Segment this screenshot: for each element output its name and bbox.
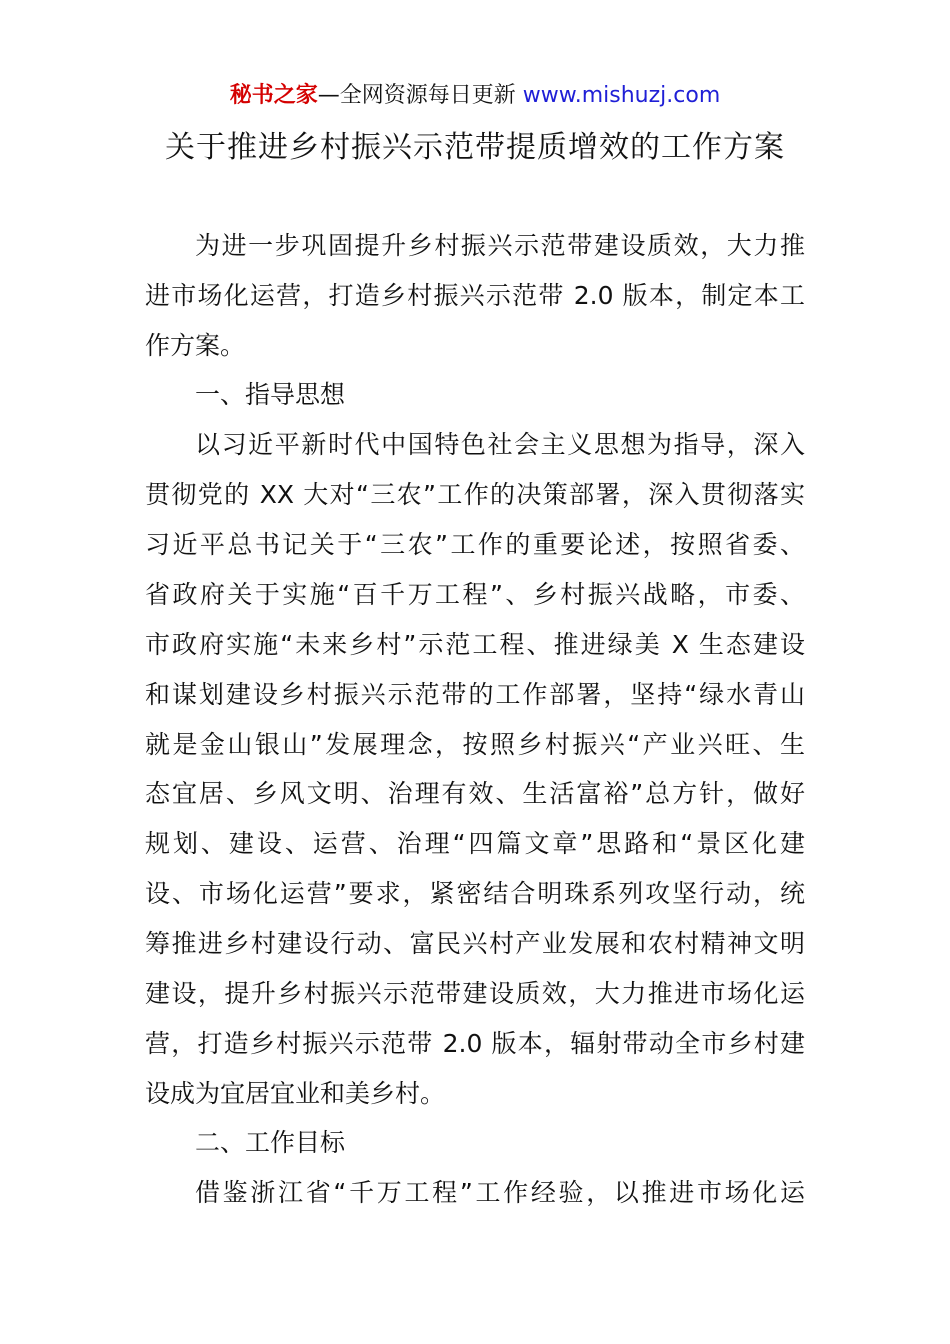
paragraph-line: 市政府实施“未来乡村”示范工程、推进绿美 X 生态建设 [145,630,805,659]
paragraph-line: 设成为宜居宜业和美乡村。 [145,1079,446,1108]
paragraph-line: 营，打造乡村振兴示范带 2.0 版本，辐射带动全市乡村建 [145,1029,805,1058]
paragraph-line: 作方案。 [145,331,246,360]
section-heading: 一、指导思想 [195,380,346,409]
paragraph-line: 设、市场化运营”要求，紧密结合明珠系列攻坚行动，统 [145,879,805,908]
paragraph-line: 筹推进乡村建设行动、富民兴村产业发展和农村精神文明 [145,929,805,958]
paragraph-line: 建设，提升乡村振兴示范带建设质效，大力推进市场化运 [145,979,805,1008]
site-header [0,80,950,112]
paragraph-line: 和谋划建设乡村振兴示范带的工作部署，坚持“绿水青山 [145,680,805,709]
paragraph-line: 态宜居、乡风文明、治理有效、生活富裕”总方针，做好 [145,779,805,808]
site-url[interactable]: www.mishuzj.com [522,83,721,108]
paragraph-line: 习近平总书记关于“三农”工作的重要论述，按照省委、 [145,530,805,559]
paragraph-line: 贯彻党的 XX 大对“三农”工作的决策部署，深入贯彻落实 [145,480,805,509]
header-tagline: —全网资源每日更新 [317,83,516,108]
paragraph-line: 以习近平新时代中国特色社会主义思想为指导，深入 [195,430,805,459]
paragraph-line: 进市场化运营，打造乡村振兴示范带 2.0 版本，制定本工 [145,281,805,310]
section-heading: 二、工作目标 [195,1128,346,1157]
paragraph-line: 省政府关于实施“百千万工程”、乡村振兴战略，市委、 [145,580,805,609]
brand-name: 秘书之家 [229,83,318,108]
paragraph-line: 规划、建设、运营、治理“四篇文章”思路和“景区化建 [145,829,805,858]
paragraph-line: 借鉴浙江省“千万工程”工作经验，以推进市场化运 [195,1178,805,1207]
paragraph-line: 就是金山银山”发展理念，按照乡村振兴“产业兴旺、生 [145,730,805,759]
document-title: 关于推进乡村振兴示范带提质增效的工作方案 [165,130,785,165]
paragraph-line: 为进一步巩固提升乡村振兴示范带建设质效，大力推 [195,231,805,260]
